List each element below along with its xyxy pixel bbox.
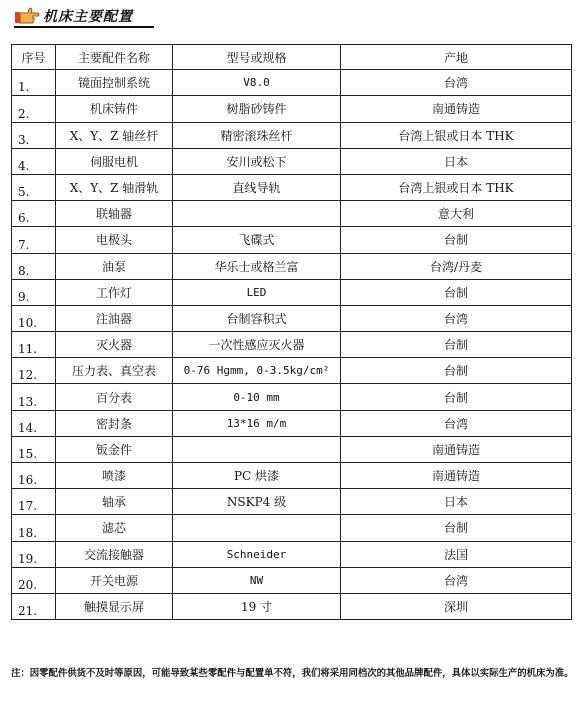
cell-origin: 台湾上银或日本 THK (341, 122, 572, 148)
table-row (12, 567, 572, 593)
pointing-hand-icon (14, 5, 40, 27)
cell-name: 交流接触器 (56, 541, 173, 567)
table-row (12, 70, 572, 96)
table-row (12, 96, 572, 122)
cell-model: 华乐士或格兰富 (173, 253, 341, 279)
cell-name: 灭火器 (56, 332, 173, 358)
cell-no: 4. (12, 148, 56, 174)
cell-name: 钣金件 (56, 436, 173, 462)
cell-name: 开关电源 (56, 567, 173, 593)
cell-model: 19 寸 (173, 593, 341, 619)
table-header-row (12, 45, 572, 70)
cell-no: 11. (12, 332, 56, 358)
cell-name: 镜面控制系统 (56, 70, 173, 96)
config-table (11, 44, 572, 620)
table-row (12, 332, 572, 358)
cell-model: 飞碟式 (173, 227, 341, 253)
cell-origin: 南通铸造 (341, 463, 572, 489)
table-row (12, 593, 572, 619)
cell-name: 触摸显示屏 (56, 593, 173, 619)
cell-origin: 台湾 (341, 305, 572, 331)
cell-name: 伺服电机 (56, 148, 173, 174)
cell-origin: 台制 (341, 279, 572, 305)
cell-no: 14. (12, 410, 56, 436)
cell-no: 19. (12, 541, 56, 567)
table-row (12, 515, 572, 541)
cell-origin: 台湾/丹麦 (341, 253, 572, 279)
table-row (12, 489, 572, 515)
table-row (12, 436, 572, 462)
cell-name: 联轴器 (56, 201, 173, 227)
footnote: 注：因零配件供货不及时等原因，可能导致某些零配件与配置单不符，我们将采用同档次的其他品牌配件，具体以实际生产的机床为准。 (11, 668, 574, 679)
cell-origin: 台湾 (341, 410, 572, 436)
cell-no: 15. (12, 436, 56, 462)
cell-name: 喷漆 (56, 463, 173, 489)
column-header-no: 序号 (12, 45, 56, 70)
cell-origin: 台湾 (341, 567, 572, 593)
cell-origin: 法国 (341, 541, 572, 567)
cell-no: 16. (12, 463, 56, 489)
cell-origin: 日本 (341, 148, 572, 174)
cell-name: 滤芯 (56, 515, 173, 541)
table-row (12, 201, 572, 227)
cell-model: 精密滚珠丝杆 (173, 122, 341, 148)
cell-origin: 台湾上银或日本 THK (341, 174, 572, 200)
cell-no: 7. (12, 227, 56, 253)
cell-no: 10. (12, 305, 56, 331)
column-header-origin: 产地 (341, 45, 572, 70)
cell-no: 2. (12, 96, 56, 122)
cell-model (173, 436, 341, 462)
cell-name: 电极头 (56, 227, 173, 253)
table-row (12, 279, 572, 305)
cell-origin: 台制 (341, 384, 572, 410)
cell-no: 20. (12, 567, 56, 593)
cell-no: 8. (12, 253, 56, 279)
table-row (12, 305, 572, 331)
cell-model: Schneider (173, 541, 341, 567)
cell-no: 6. (12, 201, 56, 227)
cell-name: 压力表、真空表 (56, 358, 173, 384)
table-row (12, 122, 572, 148)
cell-name: 工作灯 (56, 279, 173, 305)
cell-model: 树脂砂铸件 (173, 96, 341, 122)
cell-no: 3. (12, 122, 56, 148)
cell-no: 1. (12, 70, 56, 96)
cell-origin: 深圳 (341, 593, 572, 619)
cell-name: X、Y、Z 轴滑轨 (56, 174, 173, 200)
cell-model: 安川或松下 (173, 148, 341, 174)
cell-name: 油泵 (56, 253, 173, 279)
table-row (12, 174, 572, 200)
cell-no: 12. (12, 358, 56, 384)
table-row (12, 253, 572, 279)
cell-no: 21. (12, 593, 56, 619)
cell-origin: 台制 (341, 358, 572, 384)
cell-no: 5. (12, 174, 56, 200)
cell-model: 一次性感应灭火器 (173, 332, 341, 358)
cell-origin: 意大利 (341, 201, 572, 227)
title-underline (14, 26, 154, 28)
cell-name: X、Y、Z 轴丝杆 (56, 122, 173, 148)
cell-model (173, 201, 341, 227)
cell-no: 9. (12, 279, 56, 305)
table-row (12, 541, 572, 567)
cell-model: NW (173, 567, 341, 593)
cell-origin: 台湾 (341, 70, 572, 96)
cell-name: 轴承 (56, 489, 173, 515)
cell-model: 直线导轨 (173, 174, 341, 200)
cell-model: 台制容积式 (173, 305, 341, 331)
column-header-model: 型号或规格 (173, 45, 341, 70)
cell-model: PC 烘漆 (173, 463, 341, 489)
cell-name: 百分表 (56, 384, 173, 410)
column-header-name: 主要配件名称 (56, 45, 173, 70)
cell-origin: 台制 (341, 227, 572, 253)
table-row (12, 358, 572, 384)
table-row (12, 463, 572, 489)
cell-origin: 日本 (341, 489, 572, 515)
cell-name: 密封条 (56, 410, 173, 436)
table-row (12, 227, 572, 253)
cell-no: 13. (12, 384, 56, 410)
cell-no: 17. (12, 489, 56, 515)
cell-model: 0-76 Hgmm, 0-3.5kg/cm² (173, 358, 341, 384)
cell-origin: 南通铸造 (341, 96, 572, 122)
table-row (12, 410, 572, 436)
cell-model: NSKP4 级 (173, 489, 341, 515)
page-title: 机床主要配置 (43, 9, 133, 25)
cell-no: 18. (12, 515, 56, 541)
table-row (12, 148, 572, 174)
cell-model: LED (173, 279, 341, 305)
cell-model: 0-10 mm (173, 384, 341, 410)
cell-origin: 台制 (341, 332, 572, 358)
cell-origin: 台制 (341, 515, 572, 541)
cell-name: 机床铸件 (56, 96, 173, 122)
cell-model: 13*16 m/m (173, 410, 341, 436)
cell-origin: 南通铸造 (341, 436, 572, 462)
title-block (14, 4, 133, 28)
cell-model: V8.0 (173, 70, 341, 96)
cell-name: 注油器 (56, 305, 173, 331)
table-row (12, 384, 572, 410)
cell-model (173, 515, 341, 541)
